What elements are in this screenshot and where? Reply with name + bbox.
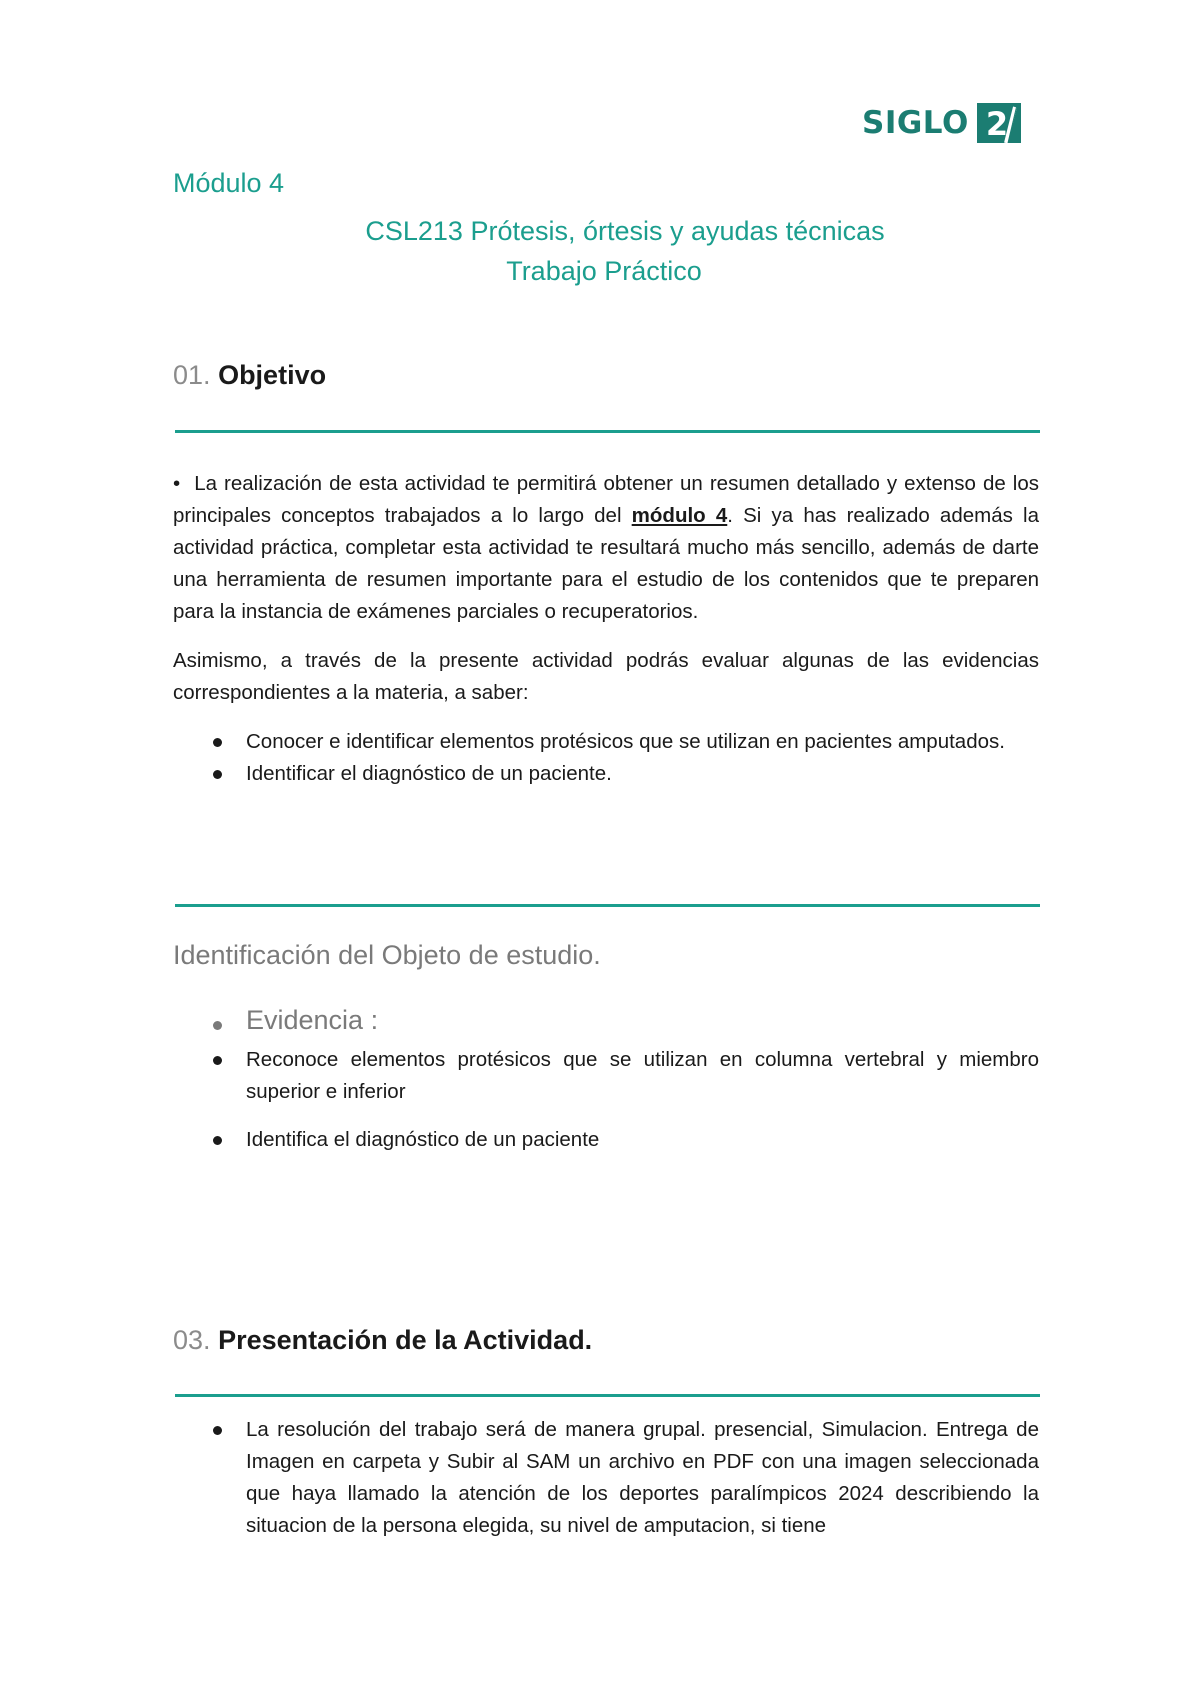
logo-text: SIGLO <box>862 105 969 141</box>
bullet-icon <box>213 1021 222 1030</box>
list-item-text: Identifica el diagnóstico de un paciente <box>246 1128 600 1151</box>
siglo21-logo <box>862 100 1021 146</box>
bullet-icon <box>213 770 222 779</box>
presentacion-bullet-list <box>173 1414 1039 1542</box>
section-divider <box>175 1394 1040 1397</box>
asimismo-paragraph: Asimismo, a través de la presente actividad podrás evaluar algunas de las evidencias correspondientes a la materia, a saber: <box>173 649 1039 704</box>
list-item <box>173 726 1039 758</box>
section-divider <box>175 904 1040 907</box>
section-divider <box>175 430 1040 433</box>
bullet-icon <box>213 1136 222 1145</box>
list-item-text: Reconoce elementos protésicos que se utilizan en columna vertebral y miembro superior e inferior <box>246 1048 1039 1103</box>
objetivo-paragraph <box>173 468 1039 628</box>
identificacion-heading: Identificación del Objeto de estudio. <box>173 940 601 970</box>
list-item-text: La resolución del trabajo será de manera grupal. presencial, Simulacion. Entrega de Imagen en carpeta y Subir al SAM un archivo en PDF con una imagen seleccionada que haya llamado la atención de los deportes paralímpicos 2024 describiendo la situacion de la persona elegida, su nivel de amputacion, si tiene <box>246 1418 1039 1537</box>
list-item-text: Identificar el diagnóstico de un paciente. <box>246 762 612 785</box>
bullet-icon <box>213 738 222 747</box>
evidencia-heading <box>173 1005 378 1036</box>
section-title: Objetivo <box>218 360 327 390</box>
list-item <box>173 1124 1039 1156</box>
section-number: 01. <box>173 360 211 390</box>
logo-21-mark <box>977 103 1021 143</box>
paragraph-text-cont: . Si ya has realizado además la actividad práctica, completar esta actividad te resultará mucho más sencillo, además de darte una herramienta de resumen importante para el estudio de los contenidos que te preparen para la instancia de exámenes parciales o recuperatorios. <box>173 504 1039 623</box>
list-item <box>173 1414 1039 1542</box>
objetivo-bullet-list <box>173 726 1039 790</box>
document-subtitle: Trabajo Práctico <box>506 256 702 286</box>
evidencia-label: Evidencia : <box>246 1005 379 1035</box>
module-link-text: módulo 4 <box>631 504 728 527</box>
list-item <box>173 758 1039 790</box>
list-item-text: Conocer e identificar elementos protésicos que se utilizan en pacientes amputados. <box>246 730 1005 753</box>
bullet-icon: • <box>173 472 181 495</box>
module-heading: Módulo 4 <box>173 168 285 198</box>
course-title: CSL213 Prótesis, órtesis y ayudas técnicas <box>365 216 885 246</box>
bullet-icon <box>213 1056 222 1065</box>
paragraph-text: La realización de esta actividad te permitirá obtener un resumen detallado y extenso de los principales conceptos trabajados a lo largo del <box>173 472 1039 527</box>
svg-text:2: 2 <box>985 105 1008 143</box>
bullet-icon <box>213 1426 222 1435</box>
section-objetivo-heading <box>173 360 326 391</box>
section-title: Presentación de la Actividad. <box>218 1325 593 1355</box>
section-number: 03. <box>173 1325 211 1355</box>
section-presentacion-heading <box>173 1325 592 1356</box>
list-item <box>173 1044 1039 1108</box>
evidencia-bullet-list <box>173 1044 1039 1156</box>
